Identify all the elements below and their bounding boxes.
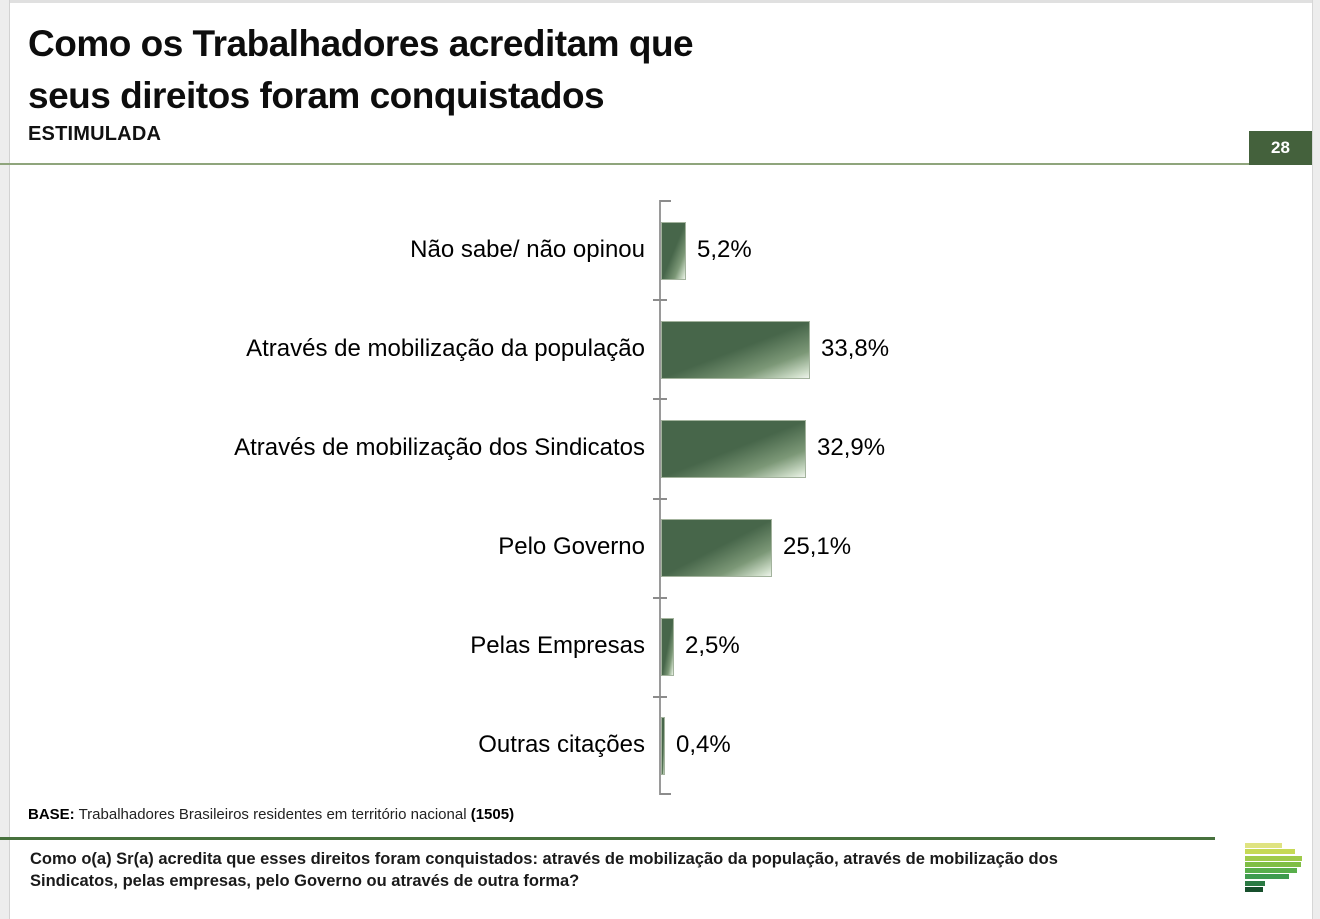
- footer-divider: [0, 837, 1215, 840]
- category-label: Através de mobilização dos Sindicatos: [234, 433, 645, 461]
- logo-bar: [1245, 887, 1263, 892]
- survey-question: Como o(a) Sr(a) acredita que esses direitos foram conquistados: através de mobilização da população, através de mobilização dos Sindicatos, pelas empresas, pelo Governo ou através de outra forma?: [30, 850, 1058, 890]
- bar-row: [0, 696, 1320, 795]
- bar-chart: [0, 200, 1320, 795]
- value-label: 5,2%: [697, 235, 752, 263]
- bar: [661, 519, 772, 577]
- logo-bar: [1245, 856, 1302, 861]
- bar-row: [0, 597, 1320, 696]
- bar-row: [0, 299, 1320, 398]
- bar-row: [0, 200, 1320, 299]
- logo-bar: [1245, 868, 1297, 873]
- category-label: Pelas Empresas: [470, 632, 645, 660]
- page-subtitle: ESTIMULADA: [28, 123, 162, 145]
- window-edge-top: [0, 0, 1320, 3]
- page-title: [28, 18, 693, 122]
- category-label: Através de mobilização da população: [246, 334, 645, 362]
- bar-row: [0, 398, 1320, 497]
- category-label: Pelo Governo: [498, 533, 645, 561]
- base-text: Trabalhadores Brasileiros residentes em território nacional: [74, 806, 471, 823]
- bar: [661, 321, 810, 379]
- category-label: Outras citações: [478, 731, 645, 759]
- value-label: 25,1%: [783, 533, 852, 561]
- page-title-line1: Como os Trabalhadores acreditam que: [28, 23, 694, 64]
- base-label: BASE:: [28, 806, 75, 823]
- green-bars-logo: [1245, 843, 1307, 893]
- logo-bar: [1245, 862, 1301, 867]
- value-label: 0,4%: [676, 731, 731, 759]
- base-count: (1505): [470, 806, 515, 823]
- page-title-line2: seus direitos foram conquistados: [28, 75, 605, 116]
- value-label: 2,5%: [685, 632, 740, 660]
- logo-bar: [1245, 843, 1282, 848]
- page-number-badge: 28: [1249, 131, 1312, 165]
- logo-bar: [1245, 874, 1289, 879]
- logo-bar: [1245, 881, 1265, 886]
- logo-bar: [1245, 849, 1295, 854]
- bar: [661, 420, 806, 478]
- category-label: Não sabe/ não opinou: [410, 235, 645, 263]
- bar: [661, 717, 665, 775]
- bar: [661, 222, 686, 280]
- bar: [661, 618, 674, 676]
- bar-row: [0, 498, 1320, 597]
- value-label: 32,9%: [817, 433, 886, 461]
- header-divider: [0, 163, 1312, 165]
- value-label: 33,8%: [821, 334, 890, 362]
- base-note: [28, 806, 514, 823]
